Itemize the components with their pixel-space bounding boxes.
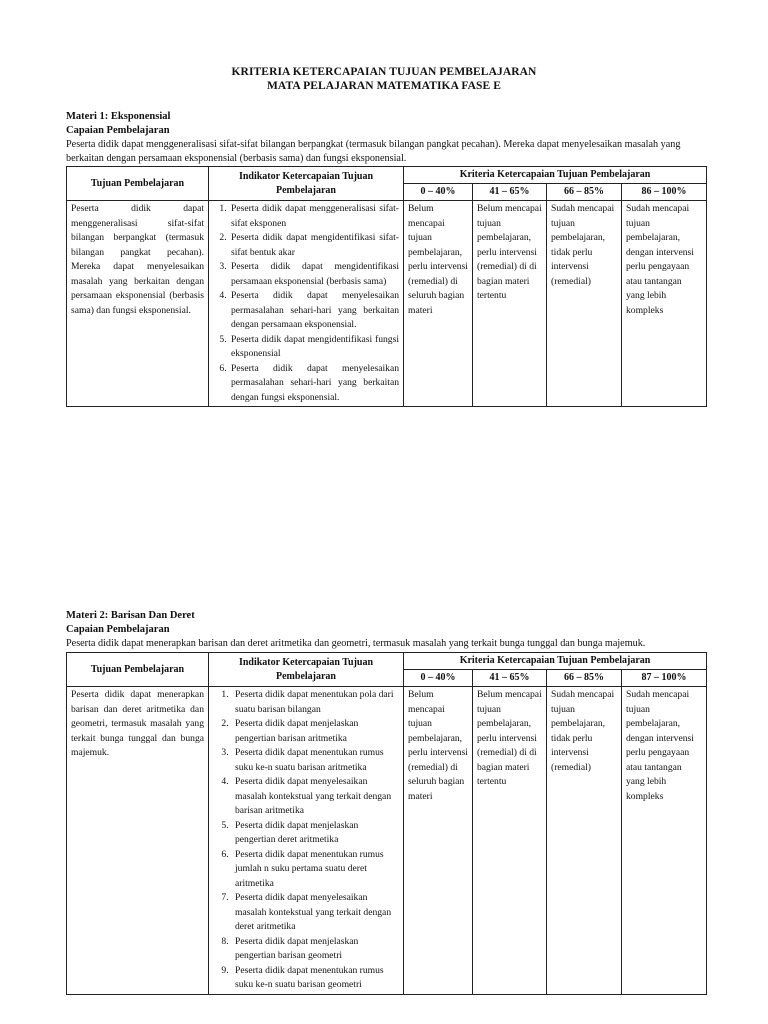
list-item: 1. Peserta didik dapat menggeneralisasi sifat-sifat eksponen: [229, 202, 399, 231]
table-row: [67, 201, 707, 407]
materi-2-section: [66, 609, 706, 651]
list-item: 2. Peserta didik dapat mengidentifikasi sifat-sifat bentuk akar: [229, 231, 399, 260]
header-kriteria: Kriteria Ketercapaian Tujuan Pembelajaran: [404, 653, 707, 670]
materi-1-heading: Materi 1: Eksponensial: [66, 111, 171, 122]
tujuan-cell: Peserta didik dapat menerapkan barisan dan deret aritmetika dan geometri, termasuk masalah yang terkait bunga tunggal dan bunga majemuk.: [67, 687, 209, 995]
range-cell: 0 – 40%: [404, 184, 473, 201]
materi-1-section: [66, 110, 706, 166]
range-cell: 66 – 85%: [547, 670, 622, 687]
kriteria-cell: Belum mencapai tujuan pembelajaran, perlu intervensi (remedial) di di bagian materi tertentu: [473, 687, 547, 995]
kriteria-cell: Belum mencapai tujuan pembelajaran, perlu intervensi (remedial) di di bagian materi tertentu: [473, 201, 547, 407]
list-item: 6. Peserta didik dapat menyelesaikan permasalahan sehari-hari yang berkaitan dengan fungsi eksponensial.: [229, 362, 399, 406]
materi-1-table: [66, 166, 707, 407]
header-tujuan: Tujuan Pembelajaran: [67, 167, 209, 201]
range-cell: 86 – 100%: [622, 184, 707, 201]
list-item: 4. Peserta didik dapat menyelesaikan permasalahan sehari-hari yang berkaitan dengan persamaan eksponensial.: [229, 289, 399, 333]
indikator-cell: [209, 201, 404, 407]
tujuan-cell: Peserta didik dapat menggeneralisasi sifat-sifat bilangan berpangkat (termasuk bilangan pangkat pecahan). Mereka dapat menyelesaikan masalah yang berkaitan dengan persamaan eksponensial (berbasis sama) dan fungsi eksponensial.: [67, 201, 209, 407]
list-item: 5. Peserta didik dapat mengidentifikasi fungsi eksponensial: [229, 333, 399, 362]
materi-2-capaian-label: Capaian Pembelajaran: [66, 624, 170, 635]
list-item: 2. Peserta didik dapat menjelaskan pengertian barisan aritmetika: [231, 717, 399, 746]
range-cell: 87 – 100%: [622, 670, 707, 687]
list-item: 7. Peserta didik dapat menyelesaikan masalah kontekstual yang terkait dengan deret aritmetika: [231, 891, 399, 935]
range-cell: 41 – 65%: [473, 184, 547, 201]
table-row: [67, 687, 707, 995]
kriteria-cell: Belum mencapai tujuan pembelajaran, perlu intervensi (remedial) di seluruh bagian materi: [404, 687, 473, 995]
header-tujuan: Tujuan Pembelajaran: [67, 653, 209, 687]
header-indikator: Indikator Ketercapaian Tujuan Pembelajaran: [209, 653, 404, 687]
kriteria-cell: Sudah mencapai tujuan pembelajaran, tidak perlu intervensi (remedial): [547, 687, 622, 995]
indikator-list: [213, 688, 399, 993]
indikator-cell: [209, 687, 404, 995]
materi-2-heading: Materi 2: Barisan Dan Deret: [66, 610, 195, 621]
list-item: 8. Peserta didik dapat menjelaskan pengertian barisan geometri: [231, 935, 399, 964]
materi-2-table: [66, 652, 707, 995]
list-item: 5. Peserta didik dapat menjelaskan pengertian deret aritmetika: [231, 819, 399, 848]
header-indikator: Indikator Ketercapaian Tujuan Pembelajaran: [209, 167, 404, 201]
document-subtitle: MATA PELAJARAN MATEMATIKA FASE E: [266, 80, 502, 92]
table-header-row: [67, 653, 707, 670]
list-item: 9. Peserta didik dapat menentukan rumus suku ke-n suatu barisan geometri: [231, 964, 399, 993]
list-item: 1. Peserta didik dapat menentukan pola dari suatu barisan bilangan: [231, 688, 399, 717]
range-cell: 0 – 40%: [404, 670, 473, 687]
kriteria-cell: Sudah mencapai tujuan pembelajaran, dengan intervensi perlu pengayaan atau tantangan yang lebih kompleks: [622, 201, 707, 407]
list-item: 3. Peserta didik dapat mengidentifikasi persamaan eksponensial (berbasis sama): [229, 260, 399, 289]
table-header-row: [67, 167, 707, 184]
materi-2-capaian-text: Peserta didik dapat menerapkan barisan dan deret aritmetika dan geometri, termasuk masalah yang terkait bunga tunggal dan bunga majemuk.: [66, 638, 646, 649]
materi-1-capaian-text: Peserta didik dapat menggeneralisasi sifat-sifat bilangan berpangkat (termasuk bilangan pangkat pecahan). Mereka dapat menyelesaikan masalah yang berkaitan dengan persamaan eksponensial (berbasis sama) dan fungsi eksponensial.: [66, 139, 681, 164]
list-item: 6. Peserta didik dapat menentukan rumus jumlah n suku pertama suatu deret aritmetika: [231, 848, 399, 892]
materi-1-capaian-label: Capaian Pembelajaran: [66, 125, 170, 136]
header-kriteria: Kriteria Ketercapaian Tujuan Pembelajaran: [404, 167, 707, 184]
range-cell: 66 – 85%: [547, 184, 622, 201]
list-item: 3. Peserta didik dapat menentukan rumus suku ke-n suatu barisan aritmetika: [231, 746, 399, 775]
kriteria-cell: Sudah mencapai tujuan pembelajaran, tidak perlu intervensi (remedial): [547, 201, 622, 407]
kriteria-cell: Belum mencapai tujuan pembelajaran, perlu intervensi (remedial) di seluruh bagian materi: [404, 201, 473, 407]
indikator-list: [213, 202, 399, 405]
kriteria-cell: Sudah mencapai tujuan pembelajaran, dengan intervensi perlu pengayaan atau tantangan yang lebih kompleks: [622, 687, 707, 995]
list-item: 4. Peserta didik dapat menyelesaikan masalah kontekstual yang terkait dengan barisan aritmetika: [231, 775, 399, 819]
range-cell: 41 – 65%: [473, 670, 547, 687]
document-title: KRITERIA KETERCAPAIAN TUJUAN PEMBELAJARAN: [231, 66, 537, 78]
